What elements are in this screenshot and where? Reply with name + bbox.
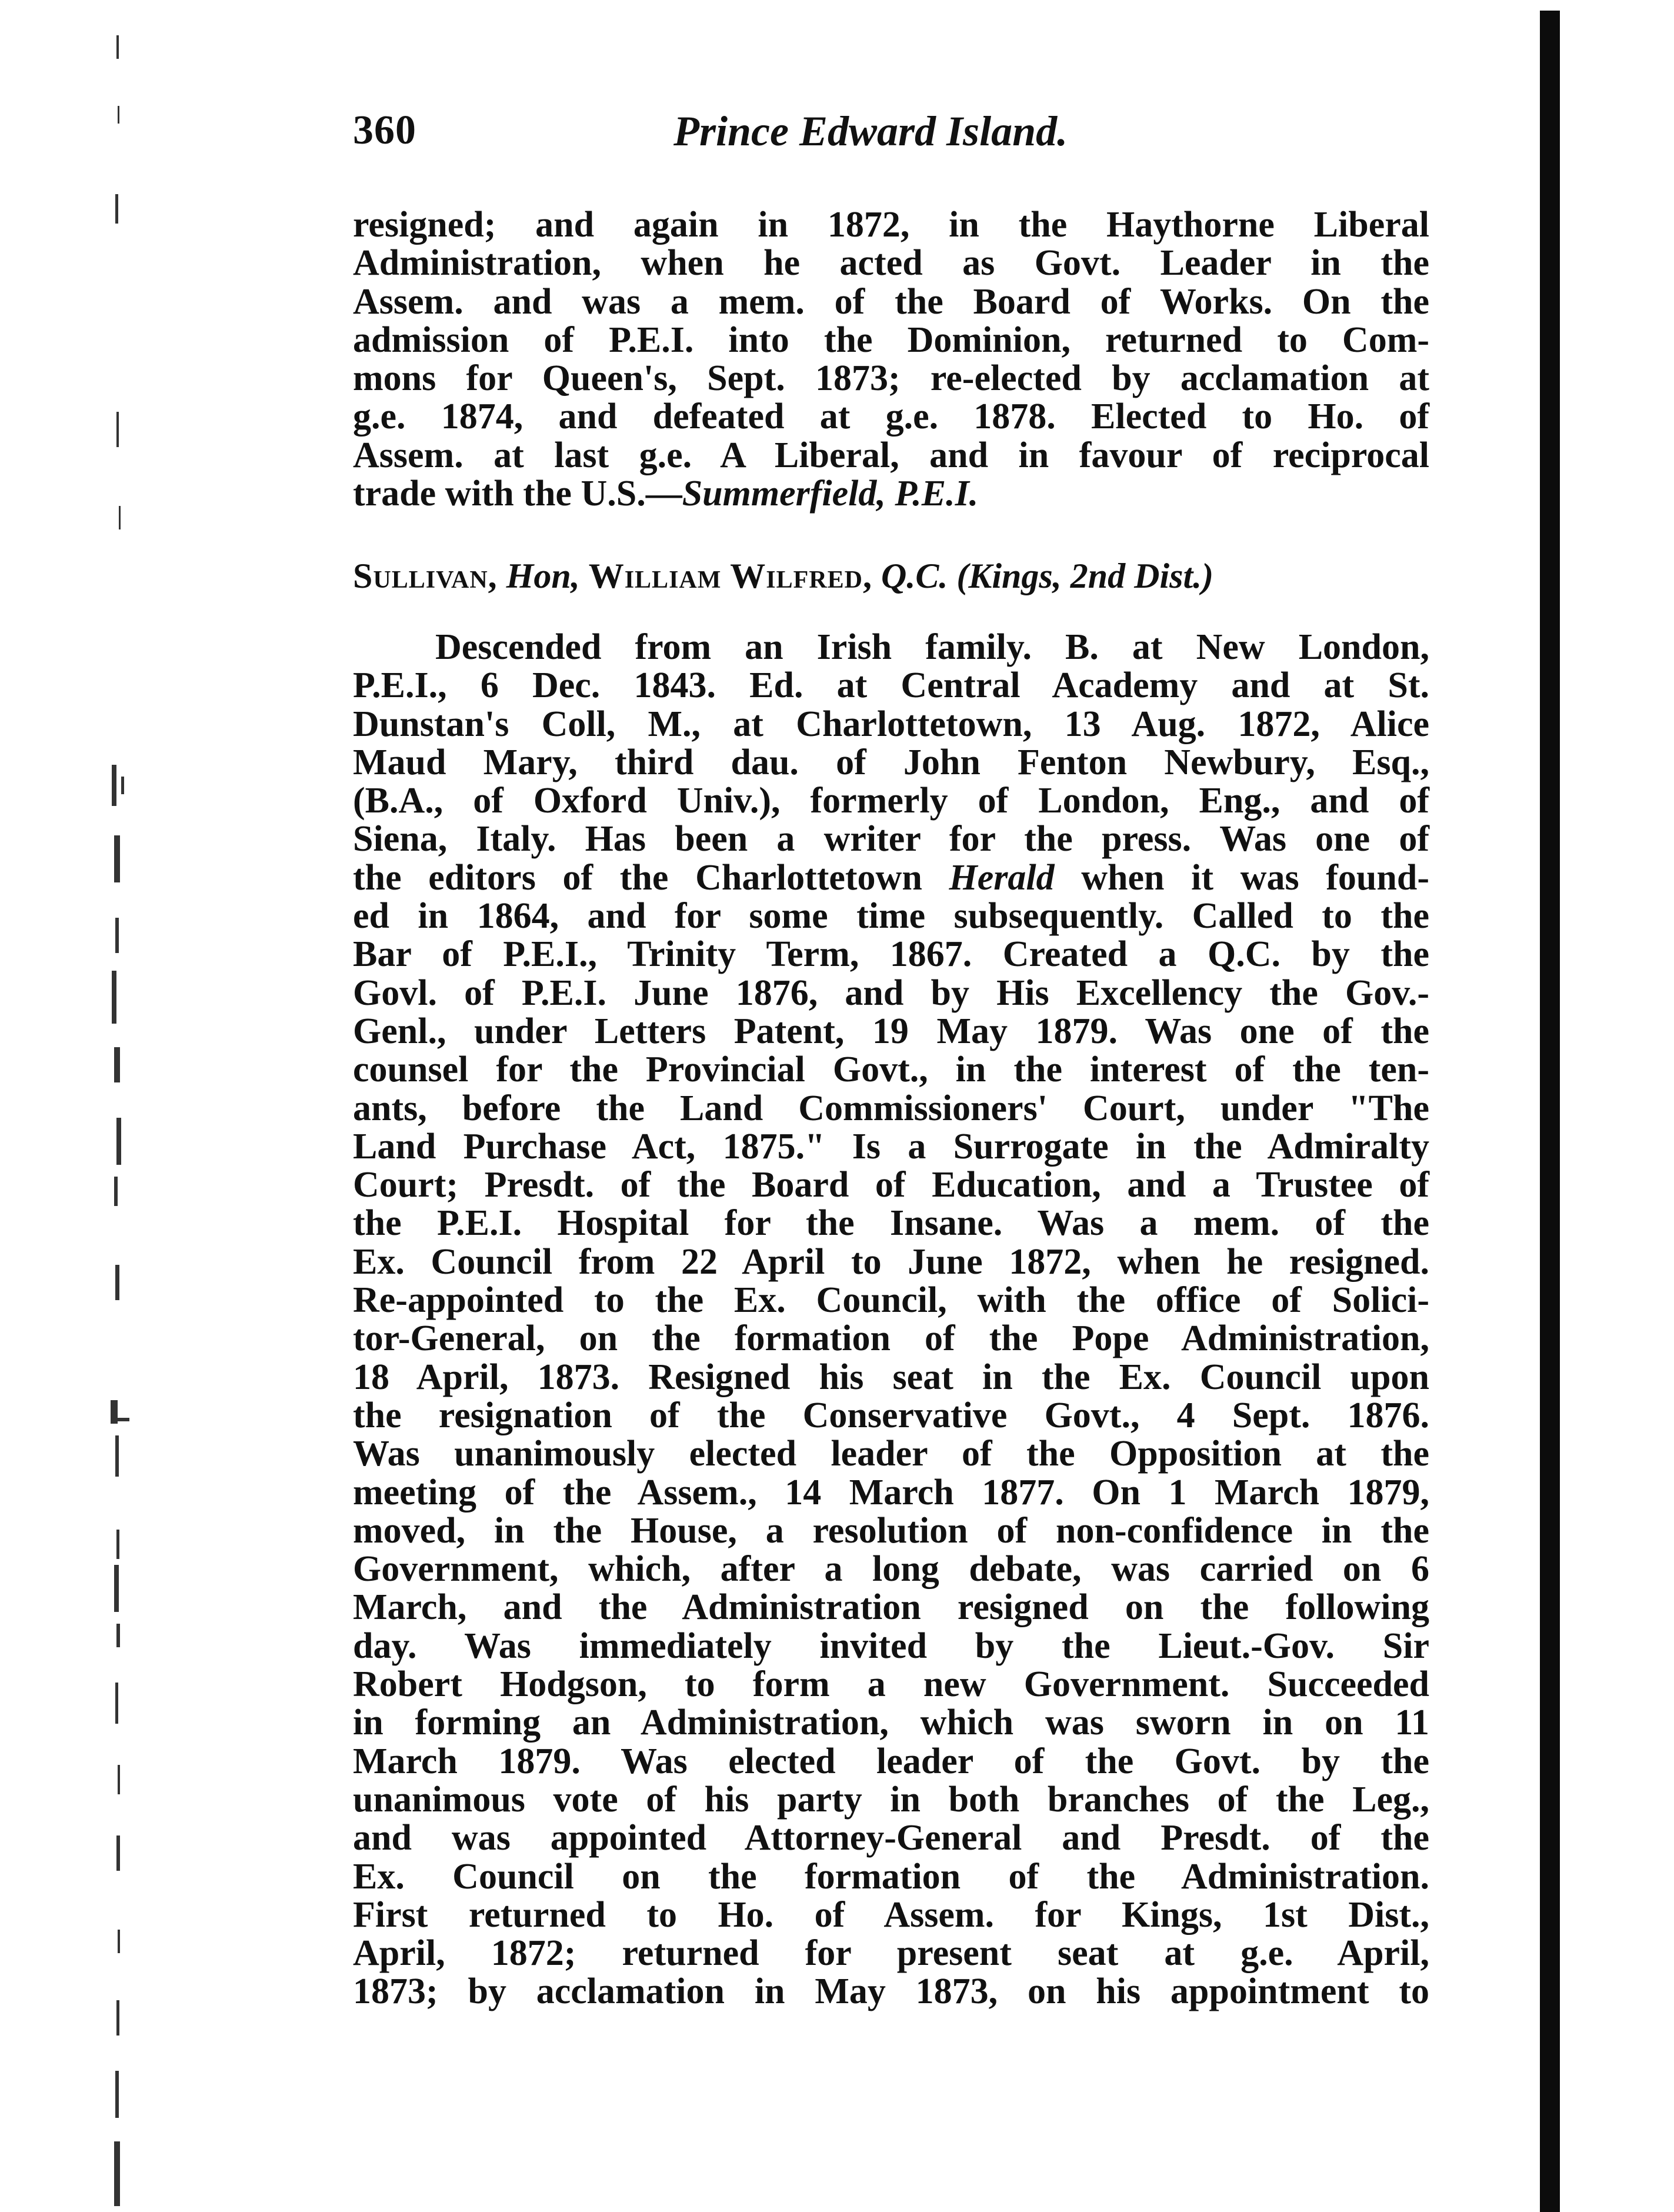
text-line: the P.E.I. Hospital for the Insane. Was a mem. of the <box>353 1203 1429 1244</box>
text-line: meeting of the Assem., 14 March 1877. On 1 March 1879, <box>353 1472 1429 1513</box>
entry-honorific: Hon, <box>506 557 580 595</box>
entry-surname: Sullivan, <box>353 557 498 595</box>
text-line: Dunstan's Coll, M., at Charlottetown, 13 Aug. 1872, Alice <box>353 704 1429 744</box>
text-line: Genl., under Letters Patent, 19 May 1879. Was one of the <box>353 1011 1429 1051</box>
text-line: Was unanimously elected leader of the Opposition at the <box>353 1434 1429 1474</box>
text-line: Descended from an Irish family. B. at New London, <box>435 627 1429 667</box>
text-fragment: the editors of the Charlottetown <box>353 857 922 898</box>
text-line: and was appointed Attorney-General and Presdt. of the <box>353 1818 1429 1858</box>
text-line: Ex. Council on the formation of the Administration. <box>353 1856 1429 1897</box>
text-line: admission of P.E.I. into the Dominion, returned to Com- <box>353 319 1429 360</box>
text-line: resigned; and again in 1872, in the Haythorne Liberal <box>353 205 1429 245</box>
text-line: Government, which, after a long debate, was carried on 6 <box>353 1549 1429 1590</box>
entry-heading <box>353 556 1429 597</box>
text-line: Govl. of P.E.I. June 1876, and by His Excellency the Gov.- <box>353 972 1429 1013</box>
text-line: First returned to Ho. of Assem. for Kings, 1st Dist., <box>353 1894 1429 1935</box>
text-line: March, and the Administration resigned on the following <box>353 1587 1429 1628</box>
continued-entry-paragraph <box>353 206 1429 513</box>
text-line: ed in 1864, and for some time subsequently. Called to the <box>353 896 1429 937</box>
entry-constituency: (Kings, 2nd Dist.) <box>956 557 1214 595</box>
running-title: Prince Edward Island. <box>673 108 1068 155</box>
text-line: unanimous vote of his party in both branches of the Leg., <box>353 1779 1429 1820</box>
text-line: April, 1872; returned for present seat at g.e. April, <box>353 1933 1429 1974</box>
gutter-ink-marks <box>88 0 159 2212</box>
text-line: Robert Hodgson, to form a new Government. Succeeded <box>353 1664 1429 1705</box>
text-line: (B.A., of Oxford Univ.), formerly of London, Eng., and of <box>353 781 1429 821</box>
text-fragment: trade with the U.S.— <box>353 474 682 514</box>
entry-postnominal: Q.C. <box>881 557 948 595</box>
text-line: in forming an Administration, which was sworn in on 11 <box>353 1703 1429 1743</box>
text-line: tor-General, on the formation of the Pope Administration, <box>353 1318 1429 1359</box>
text-line <box>353 475 1429 513</box>
binding-edge <box>1540 11 1560 2212</box>
text-line: P.E.I., 6 Dec. 1843. Ed. at Central Academy and at St. <box>353 665 1429 706</box>
text-line: mons for Queen's, Sept. 1873; re-elected by acclamation at <box>353 358 1429 399</box>
text-line: Assem. at last g.e. A Liberal, and in favour of reciprocal <box>353 435 1429 475</box>
text-line: Assem. and was a mem. of the Board of Works. On the <box>353 281 1429 322</box>
text-line: Maud Mary, third dau. of John Fenton Newbury, Esq., <box>353 742 1429 782</box>
running-head <box>353 107 1441 172</box>
newspaper-title: Herald <box>949 857 1055 898</box>
entry-given-names: William Wilfred, <box>588 557 872 595</box>
text-line: March 1879. Was elected leader of the Govt. by the <box>353 1741 1429 1781</box>
text-line: Ex. Council from 22 April to June 1872, when he resigned. <box>353 1241 1429 1282</box>
text-line: counsel for the Provincial Govt., in the interest of the ten- <box>353 1050 1429 1090</box>
text-line: Land Purchase Act, 1875." Is a Surrogate in the Admiralty <box>353 1126 1429 1167</box>
text-line: moved, in the House, a resolution of non-confidence in the <box>353 1510 1429 1551</box>
page-number: 360 <box>353 108 416 153</box>
text-line: Court; Presdt. of the Board of Education, and a Trustee of <box>353 1165 1429 1205</box>
text-fragment: when it was found- <box>1081 857 1430 898</box>
text-line: Administration, when he acted as Govt. Leader in the <box>353 243 1429 284</box>
text-line: Siena, Italy. Has been a writer for the press. Was one of <box>353 819 1429 860</box>
biography-paragraph <box>353 628 1429 2011</box>
text-line: 18 April, 1873. Resigned his seat in the Ex. Council upon <box>353 1357 1429 1397</box>
text-line: Bar of P.E.I., Trinity Term, 1867. Created a Q.C. by the <box>353 934 1429 975</box>
text-line: g.e. 1874, and defeated at g.e. 1878. Elected to Ho. of <box>353 397 1429 437</box>
text-line: day. Was immediately invited by the Lieut.-Gov. Sir <box>353 1625 1429 1666</box>
text-line: the resignation of the Conservative Govt., 4 Sept. 1876. <box>353 1395 1429 1435</box>
text-line: ants, before the Land Commissioners' Court, under "The <box>353 1088 1429 1128</box>
text-line: 1873; by acclamation in May 1873, on his appointment to <box>353 1971 1429 2012</box>
text-line: Re-appointed to the Ex. Council, with the office of Solici- <box>353 1280 1429 1321</box>
text-line <box>353 859 1429 897</box>
residence-place: Summerfield, P.E.I. <box>682 474 979 514</box>
